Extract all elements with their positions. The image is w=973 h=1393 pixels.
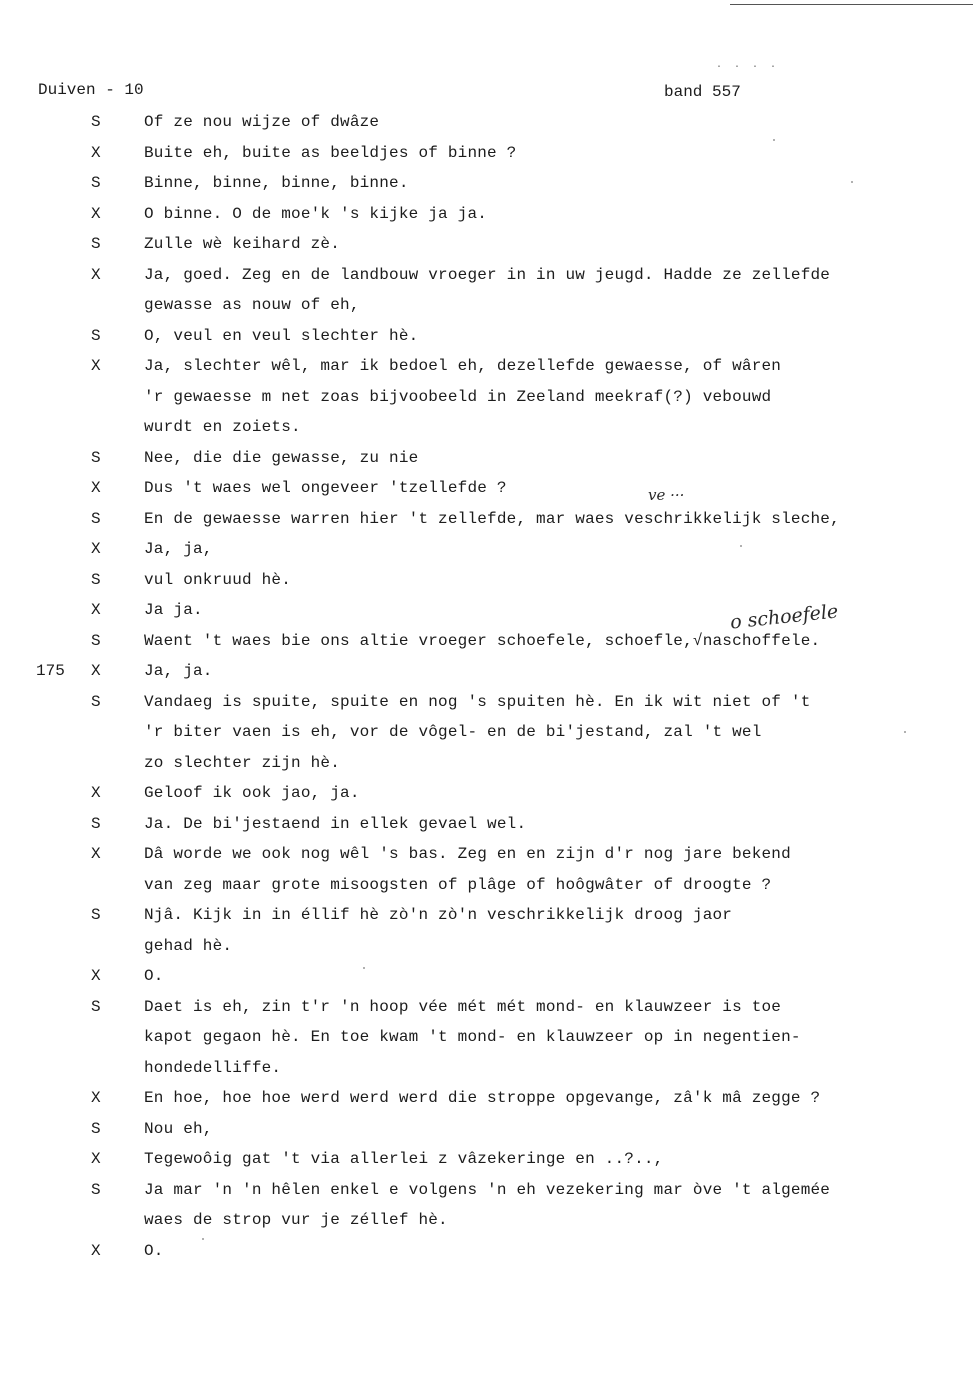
speaker-label: S <box>91 113 101 131</box>
speaker-label: S <box>91 631 101 650</box>
speaker-label: X <box>91 662 101 680</box>
turn-text: Ja, ja. <box>144 662 213 680</box>
transcript-turn <box>0 1114 973 1145</box>
transcript-turn <box>0 1175 973 1236</box>
transcript-turn <box>0 839 973 900</box>
transcript-turn <box>0 961 973 992</box>
turn-text: O binne. O de moe'k 's kijke ja ja. <box>144 204 488 223</box>
turn-text: O. <box>144 967 164 985</box>
turn-text: Buite eh, buite as beeldjes of binne ? <box>144 143 517 162</box>
transcript-turn <box>0 626 973 657</box>
speaker-label: X <box>91 1241 101 1260</box>
speaker-label: S <box>91 906 101 924</box>
transcript-turn <box>0 1144 973 1175</box>
speaker-label: S <box>91 326 101 345</box>
turn-text: Dâ worde we ook nog wêl 's bas. Zeg en en zijn d'r nog jare bekend van zeg maar grote misoogsten of plâge of hoôgwâter of droogte ? <box>144 845 791 894</box>
paper-speck <box>851 181 853 183</box>
speaker-label: X <box>91 479 101 497</box>
turn-text: Geloof ik ook jao, ja. <box>144 784 360 802</box>
transcript-turn <box>0 656 973 687</box>
transcript-turn <box>0 565 973 596</box>
speaker-label: X <box>91 143 101 162</box>
transcript-turn <box>0 1083 973 1114</box>
speaker-label: S <box>91 1180 101 1199</box>
speaker-label: X <box>91 1150 101 1168</box>
speaker-label: X <box>91 357 101 375</box>
paper-speck <box>363 967 365 969</box>
paper-speck <box>904 731 906 733</box>
turn-text: Ja, goed. Zeg en de landbouw vroeger in in uw jeugd. Hadde ze zellefde gewasse as nouw of eh, <box>144 265 831 314</box>
turn-text: Njâ. Kijk in in éllif hè zò'n zò'n veschrikkelijk droog jaor gehad hè. <box>144 906 733 955</box>
paper-speck <box>740 545 742 547</box>
speaker-label: X <box>91 784 101 802</box>
transcript-turn <box>0 778 973 809</box>
speaker-label: X <box>91 540 101 558</box>
turn-text: Nee, die die gewasse, zu nie <box>144 448 419 467</box>
turn-text: Binne, binne, binne, binne. <box>144 174 409 192</box>
handwritten-note-schoefele: o schoefele <box>729 600 840 634</box>
speaker-label: S <box>91 814 101 833</box>
transcript-turn <box>0 687 973 779</box>
transcript-turn <box>0 199 973 230</box>
transcript-turn <box>0 473 973 504</box>
turn-text: En de gewaesse warren hier 't zellefde, mar waes veschrikkelijk sleche, <box>144 509 840 528</box>
speaker-label: S <box>91 448 101 467</box>
turn-text: Of ze nou wijze of dwâze <box>144 113 380 131</box>
band-dots: . . . . <box>716 60 780 71</box>
turn-text: Ja. De bi'jestaend in ellek gevael wel. <box>144 814 527 833</box>
turn-text: Ja, ja, <box>144 540 213 558</box>
speaker-label: S <box>91 235 101 253</box>
transcript-turn <box>0 595 973 626</box>
turn-text: Ja mar 'n 'n hêlen enkel e volgens 'n eh vezekering mar òve 't algemée waes de strop vur je zéllef hè. <box>144 1180 831 1229</box>
turn-text: O, veul en veul slechter hè. <box>144 326 419 345</box>
turn-text: En hoe, hoe hoe werd werd werd die stroppe opgevange, zâ'k mâ zegge ? <box>144 1089 821 1107</box>
transcript-turn <box>0 534 973 565</box>
turn-text: Dus 't waes wel ongeveer 'tzellefde ? <box>144 479 507 497</box>
turn-text: Zulle wè keihard zè. <box>144 235 341 253</box>
speaker-label: X <box>91 265 101 284</box>
speaker-label: S <box>91 174 101 192</box>
transcript-turn <box>0 260 973 321</box>
transcript-turn <box>0 351 973 443</box>
transcript-turn <box>0 809 973 840</box>
speaker-label: X <box>91 204 101 223</box>
transcript-turn <box>0 1236 973 1267</box>
handwritten-note-ve: ve ··· <box>648 486 685 504</box>
transcript-turn <box>0 138 973 169</box>
band-number: band 557 <box>664 83 741 101</box>
turn-text: Ja ja. <box>144 601 203 619</box>
transcript-turn <box>0 504 973 535</box>
speaker-label: S <box>91 692 101 711</box>
turn-text: Tegewoôig gat 't via allerlei z vâzekeringe en ..?.., <box>144 1150 664 1168</box>
speaker-label: X <box>91 601 101 619</box>
speaker-label: X <box>91 967 101 985</box>
turn-text: Nou eh, <box>144 1119 213 1138</box>
transcript-turn <box>0 992 973 1084</box>
top-rule <box>730 4 973 5</box>
paper-speck <box>202 1238 204 1240</box>
margin-line-number: 175 <box>36 662 65 680</box>
turn-text: Ja, slechter wêl, mar ik bedoel eh, dezellefde gewaesse, of wâren 'r gewaesse m net zoas bijvoobeeld in Zeeland meekraf(?) vebouwd wurdt en zoiets. <box>144 357 782 436</box>
turn-text: O. <box>144 1241 164 1260</box>
paper-speck <box>773 139 775 141</box>
speaker-label: X <box>91 845 101 863</box>
transcript-turn <box>0 107 973 138</box>
document-title: Duiven - 10 <box>38 81 144 99</box>
transcript-turn <box>0 168 973 199</box>
speaker-label: S <box>91 1119 101 1138</box>
turn-text: Vandaeg is spuite, spuite en nog 's spuiten hè. En ik wit niet of 't 'r biter vaen is eh, vor de vôgel- en de bi'jestand, zal 't wel zo slechter zijn hè. <box>144 692 811 772</box>
turn-text: vul onkruud hè. <box>144 570 292 589</box>
turn-text: Waent 't waes bie ons altie vroeger schoefele, schoefle,√naschoffele. <box>144 631 821 650</box>
transcript-turn <box>0 900 973 961</box>
transcript <box>0 107 973 1266</box>
speaker-label: S <box>91 509 101 528</box>
speaker-label: X <box>91 1089 101 1107</box>
speaker-label: S <box>91 570 101 589</box>
transcript-turn <box>0 229 973 260</box>
turn-text: Daet is eh, zin t'r 'n hoop vée mét mét mond- en klauwzeer is toe kapot gegaon hè. En toe kwam 't mond- en klauwzeer op in negentien- hondedelliffe. <box>144 997 801 1077</box>
speaker-label: S <box>91 997 101 1016</box>
transcript-turn <box>0 321 973 352</box>
transcript-turn <box>0 443 973 474</box>
